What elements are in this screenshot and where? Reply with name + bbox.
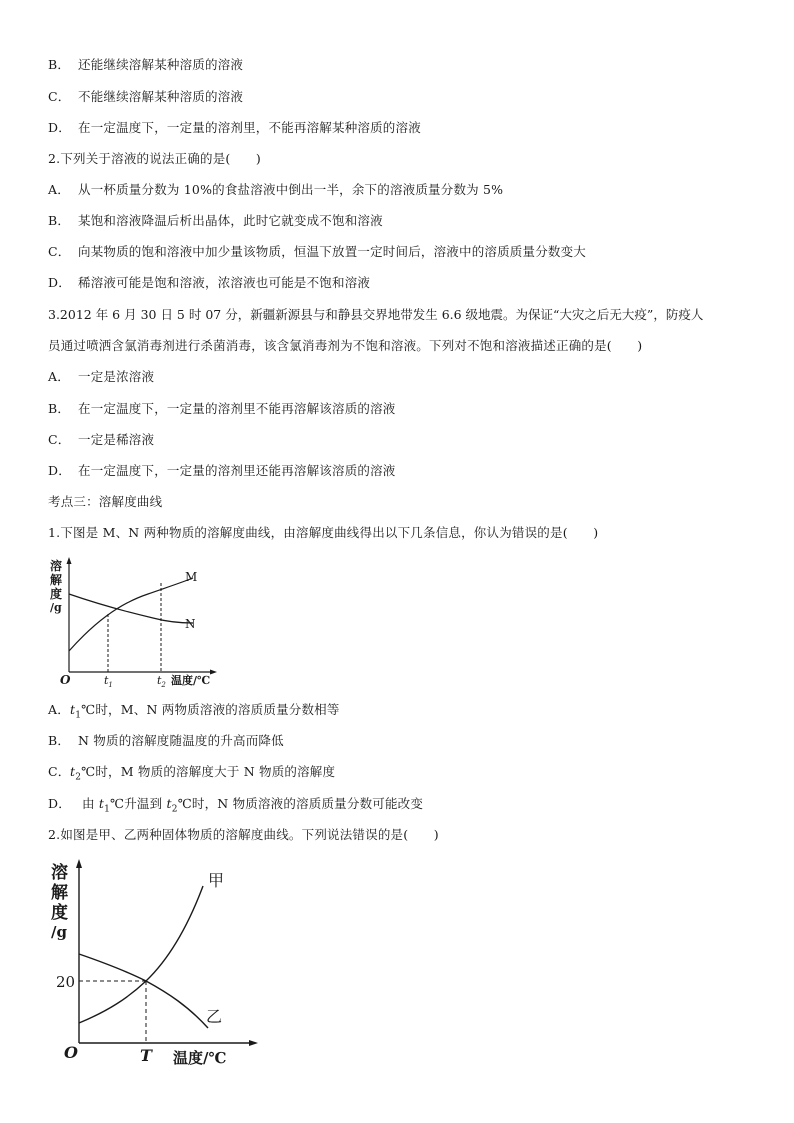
- origin-label: O: [60, 673, 71, 687]
- question-curve-1: 1.下图是 M、N 两种物质的溶解度曲线，由溶解度曲线得出以下几条信息，你认为错误的是( ): [48, 525, 599, 540]
- option-a-q3: A． 一定是浓溶液: [48, 369, 155, 384]
- y-label-char-3: 度: [51, 903, 68, 923]
- option-a-q2: A． 从一杯质量分数为 10%的食盐溶液中倒出一半，余下的溶液质量分数为 5%: [48, 182, 504, 197]
- section-heading: 考点三：溶解度曲线: [48, 494, 163, 509]
- y-label-char-2: 解: [50, 573, 63, 587]
- x-axis-arrow: [249, 1040, 258, 1046]
- question-3-line-2: 员通过喷洒含氯消毒剂进行杀菌消毒，该含氯消毒剂为不饱和溶液。下列对不饱和溶液描述正确的是( ): [48, 338, 643, 353]
- curve-option-a: A．$t_1℃$时，M、N 两物质溶液的溶质质量分数相等: [48, 702, 340, 721]
- curve-jia: [79, 886, 203, 1023]
- y-tick-20: 20: [56, 973, 76, 991]
- y-label-char-2: 解: [51, 883, 68, 903]
- curve-n: [69, 594, 193, 623]
- curve-n-label: N: [185, 617, 196, 631]
- option-b-q3: B． 在一定温度下，一定量的溶剂里不能再溶解该溶质的溶液: [48, 401, 396, 416]
- t1-label: $t_1$: [104, 674, 113, 689]
- question-2: 2.下列关于溶液的说法正确的是( ): [48, 151, 261, 166]
- x-tick-t: T: [140, 1046, 152, 1065]
- t2-label: $t_2$: [157, 674, 166, 689]
- x-label: 温度/℃: [173, 1049, 227, 1067]
- option-b-q2: B． 某饱和溶液降温后析出晶体，此时它就变成不饱和溶液: [48, 213, 383, 228]
- y-axis-arrow: [76, 859, 82, 868]
- origin-label: O: [64, 1043, 78, 1062]
- curve-option-c: C．$t_2℃$时，M 物质的溶解度大于 N 物质的溶解度: [48, 764, 336, 783]
- y-label-char-1: 溶: [50, 559, 63, 573]
- curve-yi: [79, 954, 208, 1028]
- y-label-unit: /g: [50, 601, 62, 614]
- y-label-char-1: 溶: [51, 863, 68, 883]
- option-d-q1a: D． 在一定温度下，一定量的溶剂里，不能再溶解某种溶质的溶液: [48, 120, 421, 135]
- question-curve-2: 2.如图是甲、乙两种固体物质的溶解度曲线。下列说法错误的是( ): [48, 827, 439, 842]
- x-label: 温度/℃: [171, 674, 211, 687]
- curve-m: [69, 578, 193, 651]
- option-d-q2: D． 稀溶液可能是饱和溶液，浓溶液也可能是不饱和溶液: [48, 275, 371, 290]
- option-d-q3: D． 在一定温度下，一定量的溶剂里还能再溶解该溶质的溶液: [48, 463, 396, 478]
- y-label-unit: /g: [51, 923, 67, 941]
- y-axis-arrow: [67, 557, 72, 564]
- solubility-chart-jia-yi: [48, 856, 268, 1071]
- solubility-chart-m-n: [48, 556, 228, 691]
- curve-option-b: B． N 物质的溶解度随温度的升高而降低: [48, 733, 284, 748]
- question-3-line-1: 3.2012 年 6 月 30 日 5 时 07 分，新疆新源县与和静县交界地带发生 6.6 级地震。为保证“大灾之后无大疫”，防疫人: [48, 307, 704, 322]
- y-label-char-3: 度: [50, 587, 63, 601]
- curve-option-d: D． 由 $t_1℃$升温到 $t_2℃$时，N 物质溶液的溶质质量分数可能改变: [48, 796, 424, 815]
- curve-jia-label: 甲: [208, 871, 225, 890]
- curve-yi-label: 乙: [206, 1007, 223, 1026]
- option-c-q3: C． 一定是稀溶液: [48, 432, 155, 447]
- option-c-q2: C． 向某物质的饱和溶液中加少量该物质，恒温下放置一定时间后，溶液中的溶质质量分数变大: [48, 244, 587, 259]
- option-c-q1a: C． 不能继续溶解某种溶质的溶液: [48, 89, 244, 104]
- curve-m-label: M: [185, 570, 198, 584]
- option-b-q1a: B． 还能继续溶解某种溶质的溶液: [48, 57, 244, 72]
- x-axis-arrow: [210, 670, 217, 675]
